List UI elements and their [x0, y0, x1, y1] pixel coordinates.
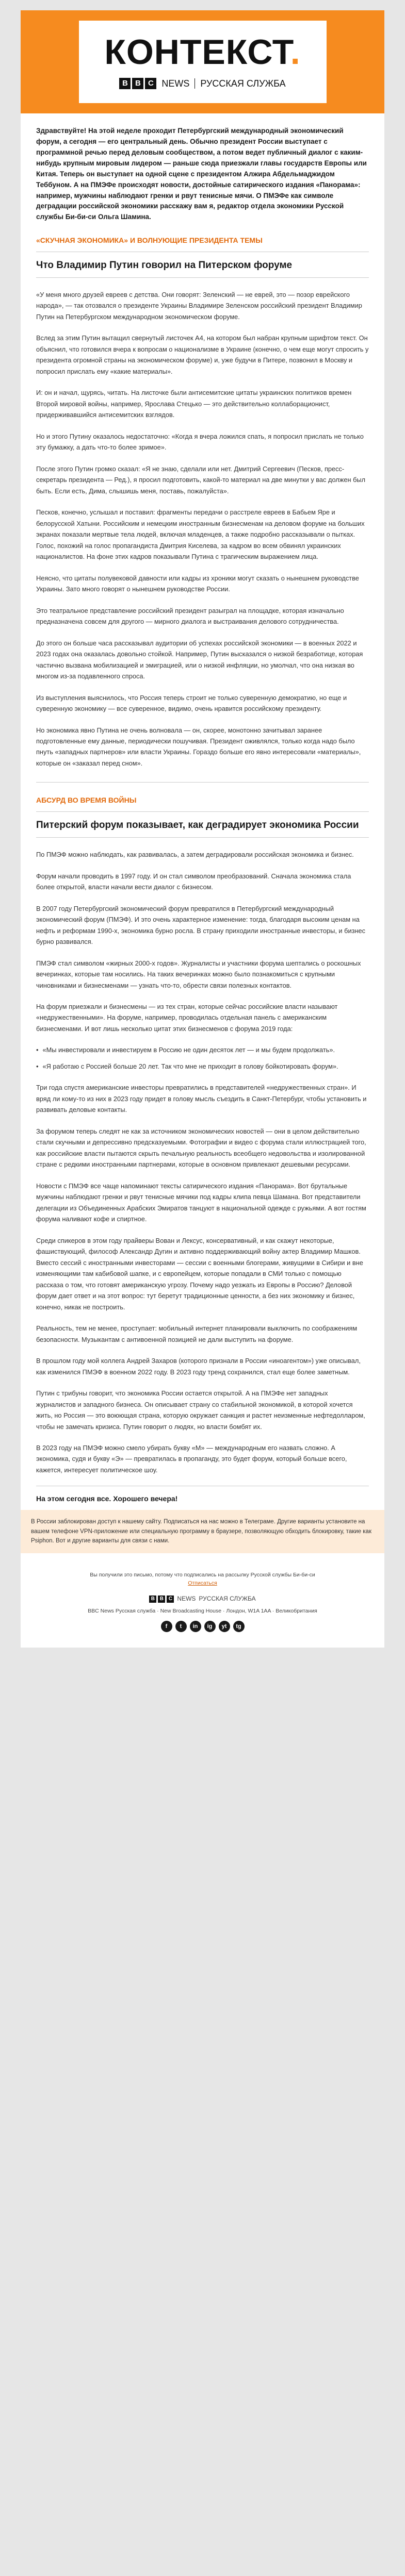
quote-text: «Я работаю с Россией больше 20 лет. Так что мне не приходит в голову бойкотировать форум». [42, 1062, 338, 1070]
section2-paragraph-13: В 2023 году на ПМЭФ можно смело убирать букву «М» — международным его назвать сложно. А экономика, судя и букву «Э» — превратилась в пропаганду, это будет форум, который больше всего, кажется, интересует политическое шоу. [36, 1444, 347, 1474]
telegram-icon[interactable]: tg [233, 1621, 245, 1632]
section1-paragraph-11: Но экономика явно Путина не очень волновала — он, скорее, монотонно зачитывал заранее подготовленные ему данные, периодически пошучивая. Президент оживлялся, только когда надо было пнуть «западных партнеров» или власти Украины. Гораздо больше его явно интересовали «материалы», которые он «заказал перед сном». [36, 726, 361, 767]
section1-paragraph-7: Неясно, что цитаты полувековой давности или кадры из хроники могут сказать о нынешнем руководстве Украины. Зато много говорят о нынешнем руководстве России. [36, 574, 359, 593]
facebook-icon[interactable]: f [161, 1621, 172, 1632]
bbc-letter-c: C [167, 1596, 174, 1603]
section2-title: Питерский форум показывает, как деградирует экономика России [36, 812, 369, 838]
quote-item [36, 1044, 369, 1055]
section1-rubric[interactable]: «СКУЧНАЯ ЭКОНОМИКА» И ВОЛНУЮЩИЕ ПРЕЗИДЕНТА ТЕМЫ [36, 233, 369, 252]
section1-paragraph-9: До этого он больше часа рассказывал аудитории об успехах российской экономики — в военных 2022 и 2023 годах она оказалась довольно стойкой. Например, Путин высказался о низкой безработице, которая частично вызвана мобилизацией и эмиграцией, или о низкой инфляции, но умолчал, что она низкая во многом из-за подавленного спроса. [36, 639, 363, 680]
twitter-icon[interactable]: t [175, 1621, 187, 1632]
section-divider [36, 782, 369, 783]
section1-paragraph-5: После этого Путин громко сказал: «Я не знаю, сделали или нет. Дмитрий Сергеевич (Песков, пресс-секретарь президента — Ред.), я просил подготовить, какой-то материал на две минутки у вас должен был быть. Если есть, Дима, слышишь меня, поставь, пожалуйста». [36, 464, 366, 495]
subscription-note: Вы получили это письмо, потому что подписались на рассылку Русской службы Би-би-си [90, 1571, 315, 1578]
footer-bbc-blocks-logo [149, 1596, 174, 1603]
section1-paragraph-1: «У меня много друзей евреев с детства. Они говорят: Зеленский — не еврей, это — позор еврейского народа», — так отозвался о президенте Украины Владимире Зеленском российский президент Владимир Путин на Петербургском международном экономическом форуме. [36, 290, 362, 321]
newsletter [21, 10, 384, 1648]
section1-paragraph-4: Но и этого Путину оказалось недостаточно: «Когда я вчера ложился спать, я попросил прислать не только эту бумажку, а дать что-то более зримое». [36, 432, 364, 452]
section1-paragraph-8: Это театральное представление российский президент разыграл на площадке, которая изначально предназначена совсем для другого — мирного диалога и выстраивания делового сотрудничества. [36, 606, 344, 626]
blocking-notice: В России заблокирован доступ к нашему сайту. Подписаться на нас можно в Телеграме. Другие варианты установите на вашем телефоне VPN-приложение или специальную программу в браузере, позволяющую обходить блокировку, такие как Psiphon. Вот и другие варианты для связи с нами. [21, 1510, 384, 1553]
kontekst-logo [104, 32, 301, 72]
section2-paragraph-2: Форум начали проводить в 1997 году. И он стал символом преобразований. Сначала экономика стала более открытой, власти начали вести диалог с бизнесом. [36, 872, 351, 891]
linkedin-icon[interactable]: in [190, 1621, 201, 1632]
section2-paragraph-7: За форумом теперь следят не как за источником экономических новостей — они в целом действительно стали скучными и депрессивно предсказуемыми. Фотографии и видео с форума стали иллюстрацией того, как российские власти пытаются скрыть печальную реальность всеобщего недовольства и изолированной стране с редкими иностранными партнерами, которые в основном привлекают дешевыми ресурсами. [36, 1127, 366, 1169]
section2-paragraph-12: Путин с трибуны говорит, что экономика России остается открытой. А на ПМЭФе нет западных журналистов и западного бизнеса. Он описывает страну со стабильной экономикой, в которой хочется жить, но Россия — это воюющая страна, которую окружает санкция и растет неизменные нефтедолларом, чтобы не замечать кризиса. Путин говорит о людях, но власти бомбят их. [36, 1389, 365, 1431]
footer-address: BBC News Русская служба · New Broadcasting House · Лондон, W1A 1AA · Великобритания [88, 1608, 317, 1615]
news-label: NEWS [161, 78, 190, 89]
quote-item [36, 1061, 369, 1072]
social-links [57, 1621, 348, 1632]
section1-title: Что Владимир Путин говорил на Питерском форуме [36, 252, 369, 278]
logo-box[interactable] [79, 21, 327, 103]
section2-paragraph-6: Три года спустя американские инвесторы превратились в представителей «недружественных стран». И вряд ли кому-то из них в 2023 году придет в голову мысль съездить в Санкт-Петербург, чтобы установить и развивать деловые контакты. [36, 1084, 367, 1114]
section1-paragraph-6: Песков, конечно, услышал и поставил: фрагменты передачи о расстреле евреев в Бабьем Яре и белорусской Хатыни. Российским и немецким иностранным бизнесменам на деловом форуме на больших экранах показали мертвые тела людей, включая младенцев, а также подробно рассказывали о пытках. Голос, похожий на голос пропагандиста Дмитрия Киселева, за кадром во всем обвинял украинских националистов. На фоне этих кадров показывали Путина с трагическим выражением лица. [36, 508, 365, 561]
section2-paragraph-9: Среди спикеров в этом году прайверы Вован и Лексус, консервативный, и как скажут некоторые, фашиствующий, философ Александр Дугин и активно поддерживающий войну актер Владимир Машков. Вместо сессий с иностранными инвесторами — сессии с военными блогерами, живущими в Сибири и вне изменяющими там кабибовой шапке, и с европейцем, которые попадали в СМИ только с помощью рассказа о том, что готовят американскую угрозу. Почему надо уезжать из Европы в Россию? Деловой форум дает ответ и на этот вопрос: тут беретут традиционные ценности, а без них экономику и бизнес, конечно, никак не построить. [36, 1236, 363, 1311]
section2-paragraph-5: На форум приезжали и бизнесмены — из тех стран, которые сейчас российские власти называют «недружественными». На форуме, например, проводилась отдельная панель с американским бизнесменами. И вот лишь несколько цитат этих бизнесменов с форума 2019 года: [36, 1002, 338, 1033]
header-banner [21, 10, 384, 113]
bbc-letter-b2: B [132, 78, 143, 89]
footer-service-label: РУССКАЯ СЛУЖБА [199, 1595, 256, 1603]
logo-dot: . [290, 32, 301, 72]
bbc-letter-c: C [145, 78, 156, 89]
bbc-news-russian-logo [119, 78, 285, 89]
bullet-icon: • [36, 1046, 39, 1054]
section2-paragraph-10: Реальность, тем не менее, проступает: мобильный интернет планировали выключить по соображениям безопасности. Музыкантам с антивоенной позицией не дали выступить на форуме. [36, 1324, 358, 1343]
section2-paragraph-8: Новости с ПМЭФ все чаще напоминают тексты сатирического издания «Панорама». Вот брутальные мужчины наблюдают гренки и рвут тенисные мячики под кадры клипа певца Шамана. Вот представители делегации из Объединенных Арабских Эмиратов танцуют в национальной одежде с ружьями. А вот гостям форума наливают кофе и спиртное. [36, 1182, 366, 1223]
youtube-icon[interactable]: yt [219, 1621, 230, 1632]
section2-paragraph-4: ПМЭФ стал символом «жирных 2000-х годов». Журналисты и участники форума шептались о роскошных вечеринках, которые там носились. На таких вечеринках можно было познакомиться с крупными чиновниками и бизнесменами — узнать что-то, обрести связи полезных контактов. [36, 959, 361, 989]
bullet-icon: • [36, 1062, 39, 1070]
section2-rubric[interactable]: АБСУРД ВО ВРЕМЯ ВОЙНЫ [36, 793, 369, 812]
footer-news-label: NEWS [177, 1595, 196, 1603]
logo-text: КОНТЕКСТ [104, 32, 290, 72]
content [21, 113, 384, 1648]
bbc-blocks-logo [119, 78, 156, 89]
bbc-letter-b1: B [119, 78, 131, 89]
sign-off: На этом сегодня все. Хорошего вечера! [36, 1486, 369, 1510]
bbc-letter-b2: B [158, 1596, 165, 1603]
unsubscribe-link[interactable]: Отписаться [188, 1580, 217, 1587]
section1-paragraph-2: Вслед за этим Путин вытащил свернутый листочек А4, на котором был набран крупным шрифтом текст. Он объяснил, что готовился вчера к вопросам о национализме в Украине (конечно, о чем еще могут спросить у президента огромной страны на экономическом форуме) и, уже будучи в Питере, позвонил в Москву и попросил прислать ему «какие материалы». [36, 334, 369, 375]
section2-paragraph-3: В 2007 году Петербургский экономический форум превратился в Петербургский международный экономический форум (ПМЭФ). И это очень характерное изменение: тогда, благодаря высоким ценам на нефть и реформам 1990-х, экономика бурно росла. В страну приходили иностранные инвесторы, и бизнес бурно развивался. [36, 904, 366, 946]
footer [36, 1553, 369, 1648]
service-label: РУССКАЯ СЛУЖБА [200, 78, 286, 89]
bbc-letter-b1: B [149, 1596, 156, 1603]
instagram-icon[interactable]: ig [204, 1621, 216, 1632]
section1-paragraph-10: Из выступления выяснилось, что Россия теперь строит не только суверенную демократию, но еще и суверенную экономику — все суверенное, видимо, очень нравится российскому президенту. [36, 693, 347, 713]
section2-paragraph-1: По ПМЭФ можно наблюдать, как развивалась, а затем деградировали российская экономика и бизнес. [36, 851, 354, 859]
intro-text: Здравствуйте! На этой неделе проходит Петербургский международный экономический форум, а сегодня — его центральный день. Обычно президент России выступает с программной речью перед деловым сообществом, а потом ведет публичный диалог с каким-нибудь крупным мировым лидером — раньше сюда приезжали главы государств Европы или Китая. Теперь он выступает на одной сцене с президентом Алжира Абдельмаджидом Теббуном. А на ПМЭФе происходят новости, достойные сатирического издания «Панорама»: например, мужчины наблюдают гренки и рвут тенисные мячи. О ПМЭФе как символе деградации российской экономики расскажу вам я, редактор отдела экономики Русской службы Би-би-си Ольга Шамина. [36, 127, 367, 221]
footer-logo [57, 1594, 348, 1604]
section2-paragraph-11: В прошлом году мой коллега Андрей Захаров (которого признали в России «иноагентом») уже описывал, как изменился ПМЭФ в военном 2022 году. В 2023 году тренд сохранился, стал еще более заметным. [36, 1357, 361, 1376]
quote-text: «Мы инвестировали и инвестируем в Россию не один десяток лет — и мы будем продолжать». [42, 1046, 335, 1054]
section1-paragraph-3: И: он и начал, щурясь, читать. На листочке были антисемитские цитаты украинских политиков времен Второй мировой войны, например, Ярослава Стецько — это действительно коллаборационист, придерживавшийся антисемитских взглядов. [36, 389, 352, 419]
